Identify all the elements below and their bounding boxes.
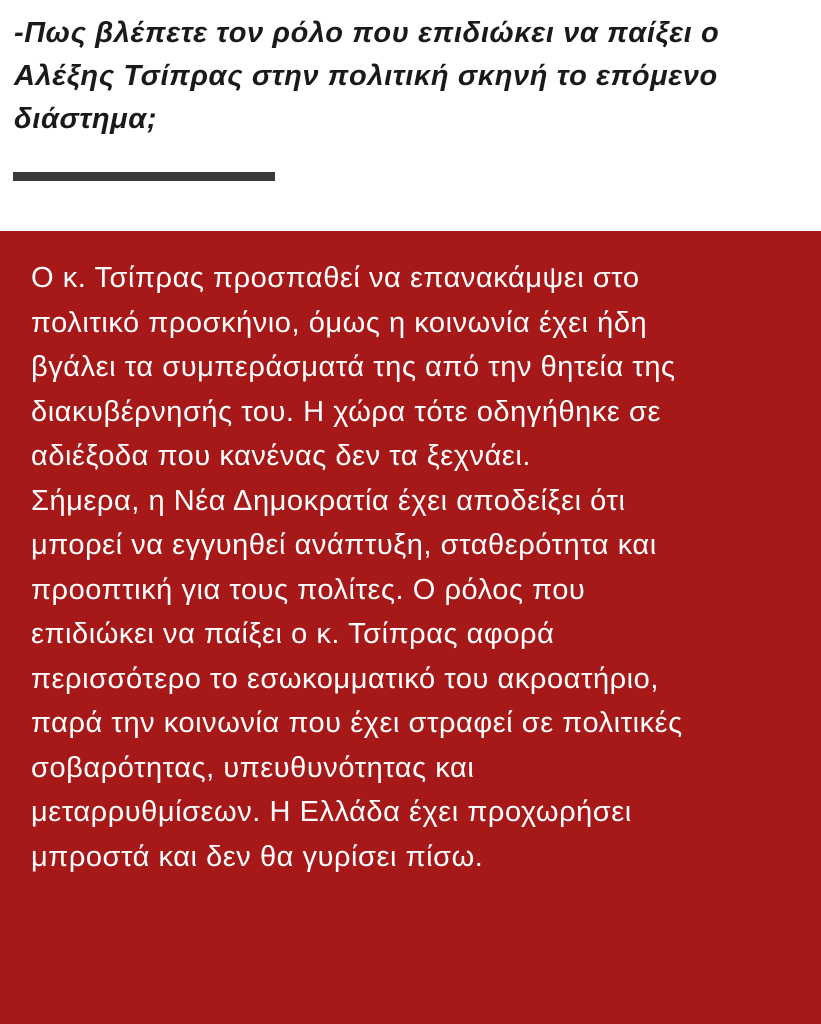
answer-text [31,256,801,879]
question-block [0,0,821,231]
answer-line: περισσότερο το εσωκομματικό του ακροατήριο, [31,662,659,695]
answer-line: επιδιώκει να παίξει ο κ. Τσίπρας αφορά [31,618,555,650]
divider [13,172,275,181]
answer-line: μεταρρυθμίσεων. Η Ελλάδα έχει προχωρήσει [31,796,632,828]
answer-block [0,231,821,1024]
answer-line: αδιέξοδα που κανένας δεν τα ξεχνάει. [31,440,531,472]
answer-line: προοπτική για τους πολίτες. Ο ρόλος που [31,573,586,606]
answer-line: μπροστά και δεν θα γυρίσει πίσω. [31,840,484,873]
answer-line: πολιτικό προσκήνιο, όμως η κοινωνία έχει ήδη [31,306,648,339]
question-line: διάστημα; [14,103,158,135]
question-line: Αλέξης Τσίπρας στην πολιτική σκηνή το επόμενο [14,60,718,92]
answer-line: μπορεί να εγγυηθεί ανάπτυξη, σταθερότητα και [31,529,657,561]
answer-line: Ο κ. Τσίπρας προσπαθεί να επανακάμψει στο [31,262,640,294]
answer-line: Σήμερα, η Νέα Δημοκρατία έχει αποδείξει ότι [31,484,626,517]
answer-line: σοβαρότητας, υπευθυνότητας και [31,751,475,784]
question-line: -Πως βλέπετε τον ρόλο που επιδιώκει να παίξει ο [14,17,720,49]
answer-line: παρά την κοινωνία που έχει στραφεί σε πολιτικές [31,707,683,739]
question-text [14,12,804,141]
answer-line: βγάλει τα συμπεράσματά της από την θητεία της [31,351,676,383]
answer-line: διακυβέρνησής του. Η χώρα τότε οδηγήθηκε σε [31,395,661,428]
